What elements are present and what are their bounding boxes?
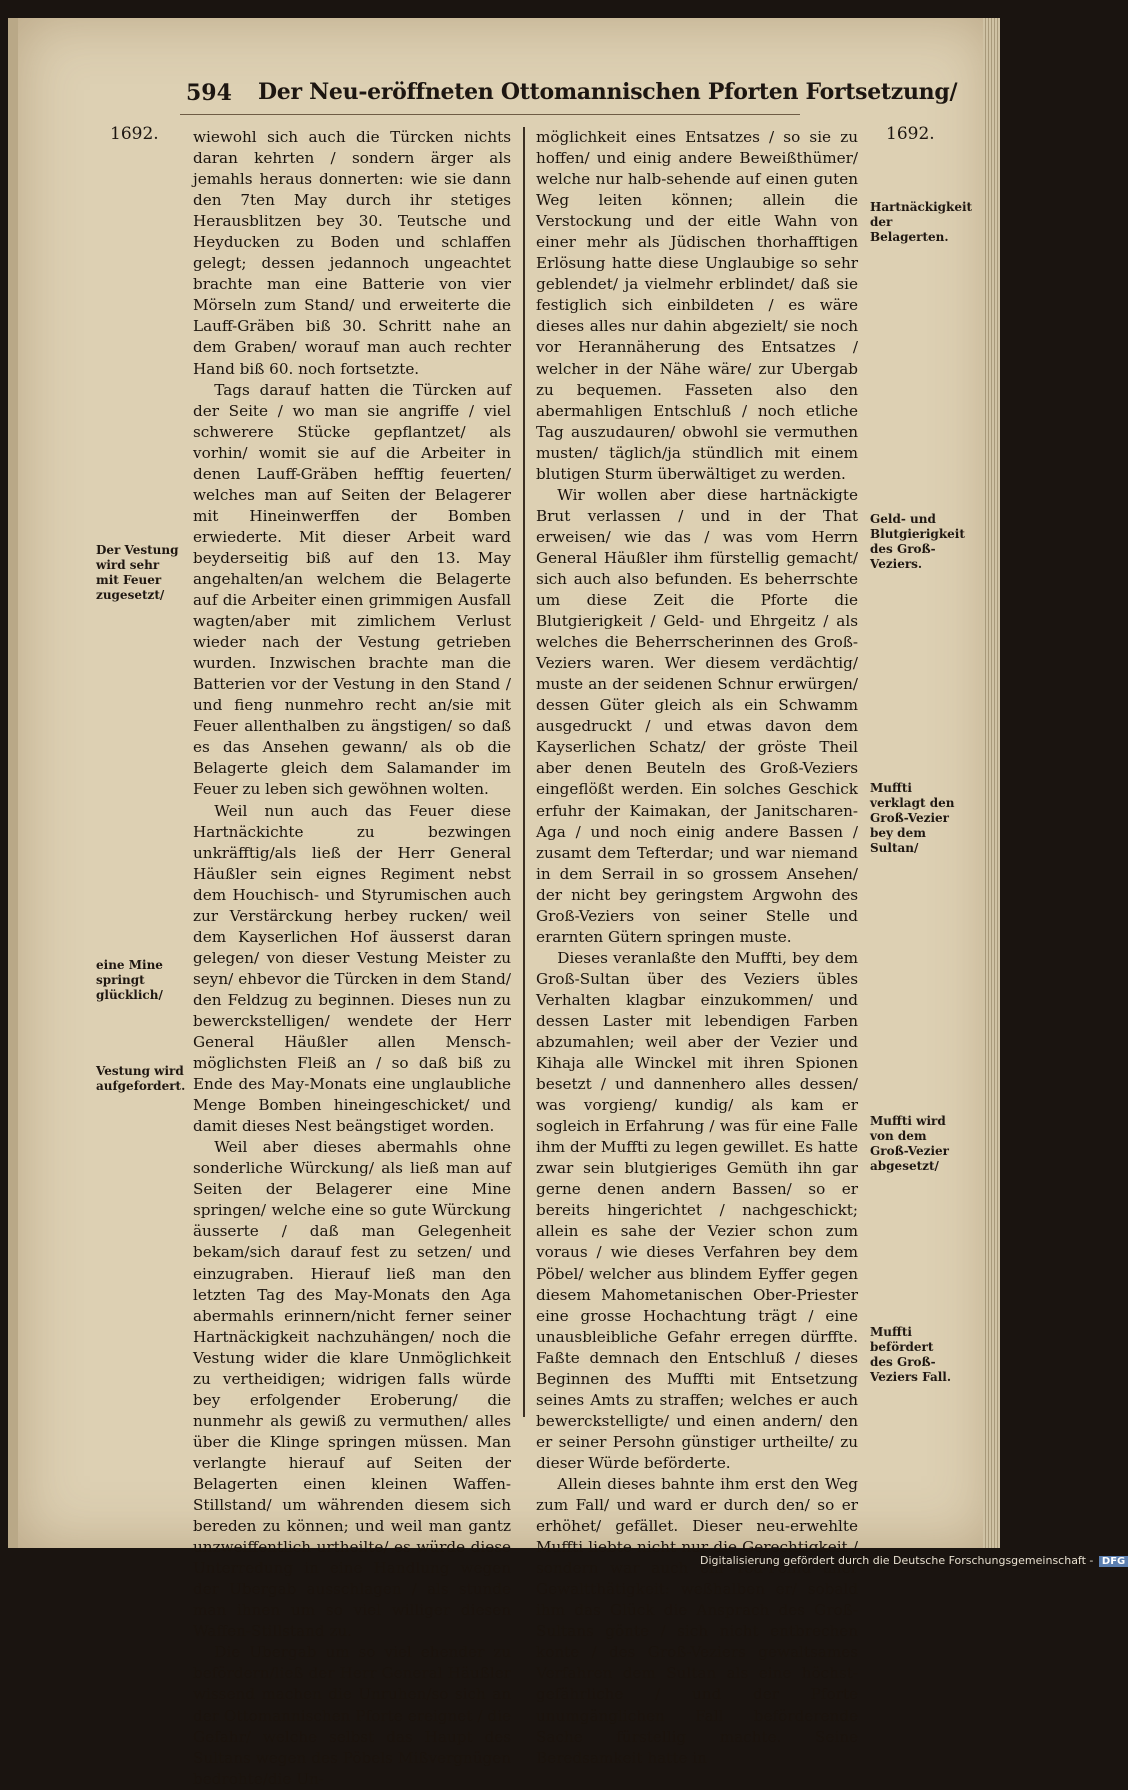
column-rule [523,127,525,1417]
paragraph: Wir wollen aber diese hartnäckigte Brut verlassen / und in der That erweisen/ wie das / was vom Herrn General Häußler ihm fürstellig gemacht/ sich auch also befunden. Es beherrschte um diese Zeit die Pforte die Blutgierigkeit / Geld- und Ehrgeitz / als welches die Beherrscherinnen des Groß-Veziers waren. Wer diesem verdächtig/ muste an der seidenen Schnur erwürgen/ dessen Güter gleich als ein Schwamm ausgedruckt / und etwas davon dem Kayserlichen Schatz/ der gröste Theil aber denen Beuteln des Groß-Veziers eingeflößt werden. Ein solches Geschick erfuhr der Kaimakan, der Janitscharen-Aga / und noch einig andere Bassen / zusamt dem Tefterdar; und war niemand in dem Serrail in so grossem Ansehen/ der nicht bey geringstem Argwohn des Groß-Veziers von seiner Stelle und erarnten Gütern springen muste. [536,485,858,946]
margin-note: Muffti wird von dem Groß-Vezier abgesetzt/ [870,1114,949,1173]
left-column [193,127,511,1790]
dfg-logo: DFG [1099,1556,1128,1567]
page-edges [983,18,1000,1548]
margin-note: Der Vestung wird sehr mit Feuer zugesetzt/ [96,543,179,602]
margin-note: Muffti verklagt den Groß-Vezier bey dem Sultan/ [870,781,955,855]
digitization-credit [700,1554,1128,1567]
paragraph: wiewohl sich auch die Türcken nichts daran kehrten / sondern ärger als jemahls heraus donnerten: wie sie dann den 7ten May durch ihr stetiges Herausblitzen bey 30. Teutsche und Heyducken zu Boden und schlaffen gelegt; dessen jedannoch ungeachtet brachte man eine Batterie von vier Mörseln zum Stand/ und erweiterte die Lauff-Gräben biß 30. Schritt nahe an dem Graben/ worauf man auch rechter Hand biß 60. noch fortsetzte. [193,128,511,378]
margin-note: Vestung wird aufgefordert. [96,1064,186,1093]
margin-note: Muffti befördert des Groß-Veziers Fall. [870,1325,952,1384]
paragraph: Weil nun auch das Feuer diese Hartnäckichte zu bezwingen unkräfftig/als ließ der Herr General Häußler sein eignes Regiment nebst dem Houchisch- und Styrumischen auch zur Verstärckung herbey rucken/ weil dem Kayserlichen Hof äusserst daran gelegen/ von dieser Vestung Meister zu seyn/ ehbevor die Türcken in dem Stand/ den Feldzug zu beginnen. Dieses nun zu bewerckstelligen/ wendete der Herr General Häußler allen Mensch-möglichsten Fleiß an / so daß biß zu Ende des May-Monats eine unglaubliche Menge Bomben hineingeschicket/ und damit dieses Nest beängstiget worden. [193,801,511,1136]
credit-text: Digitalisierung gefördert durch die Deutsche Forschungsgemeinschaft - [700,1554,1094,1567]
paragraph: Weil aber dieses abermahls ohne sonderliche Würckung/ als ließ man auf Seiten der Belagerer eine Mine springen/ welche eine so gute Würckung äusserte / daß man Gelegenheit bekam/sich darauf fest zu setzen/ und einzugraben. Hierauf ließ man den letzten Tag des May-Monats den Aga abermahls erinnern/nicht ferner seiner Hartnäckigkeit nachzuhängen/ noch die Vestung wider die klare Unmöglichkeit zu vertheidigen; widrigen falls würde bey erfolgender Eroberung/ die nunmehr als gewiß zu vermuthen/ alles über die Klinge springen müssen. Man verlangte hierauf auf Seiten der Belagerten einen kleinen Waffen-Stillstand/ um währenden diesem sich bereden zu können; und weil man gantz unzweiffentlich urtheilte/ es würde diese Unterredung in eine Handlung wegen der Ubergab ausschlagen / als stunde man ihnen um so viel williger diesen Waffen-Stillstand zu. [193,1138,511,1641]
paragraph: Die Ubergab um so viel ehender zu befördern/ließ der Herr General Häußler wissend machen die Unruhen/so sich an der Ottomannischen Pforte ereignet / die Gefahr/ welche selbst das Haupt des Sultans wegen des Pöbels Mißvergnügen bedrohte/die Un- [193,1643,511,1788]
running-title: Der Neu-eröffneten Ottomannischen Pforten Fortsetzung/ [258,79,958,105]
margin-note: Hartnäckigkeit der Belagerten. [870,200,973,244]
paragraph: Allein dieses bahnte ihm erst den Weg zum Fall/ und ward er durch den/ so er erhöhet/ gefället. Dieser neu-erwehlte Muffti liebte nicht nur die Gerechtigkeit / sondern war auch ein Tod-Feind aller Gewaltthätigkeit: weßhalben er/ sobald ihm das Glück die Ansprach des Groß-Sultans gönte / sich nicht entbrechen konte / des Groß-Veziers gewaltsames Verfahren dem Sultan als eine höchst-gefährliche / und der Pforte unumgänglichen Fall beförderende Sache fürstellig machte. Seine Beredsamkeit hatte in [536,1475,858,1767]
margin-note: eine Mine springt glücklich/ [96,958,163,1002]
page-header [180,74,958,115]
right-column [536,127,858,1769]
year-left: 1692. [110,124,159,144]
margin-note: Geld- und Blutgierigkeit des Groß-Veziers. [870,512,965,571]
paragraph: Tags darauf hatten die Türcken auf der Seite / wo man sie angriffe / viel schwerere Stücke gepflantzet/ als vorhin/ womit sie auf die Arbeiter in denen Lauff-Gräben hefftig feuerten/ welches man auf Seiten der Belagerer mit Hineinwerffen der Bomben erwiederte. Mit dieser Arbeit ward beyderseitig biß auf den 13. May angehalten/an welchem die Belagerte auf die Arbeiter einen grimmigen Ausfall wagten/aber mit zimlichem Verlust wieder nach der Vestung getrieben wurden. Inzwischen brachte man die Batterien vor der Vestung in den Stand / und fieng nunmehro recht an/sie mit Feuer allenthalben zu ängstigen/ so daß es das Ansehen gewann/ als ob die Belagerte gleich dem Salamander im Feuer zu leben sich gewöhnen wolten. [193,380,511,799]
paragraph: Dieses veranlaßte den Muffti, bey dem Groß-Sultan über des Veziers übles Verhalten klagbar einzukommen/ und dessen Laster mit lebendigen Farben abzumahlen; weil aber der Vezier und Kihaja alle Winckel mit ihren Spionen besetzt / und dannenhero alles dessen/ was vorgieng/ kundig/ als kam er sogleich in Erfahrung / was für eine Falle ihm der Muffti zu legen gewillet. Es hatte zwar sein blutgieriges Gemüth ihn gar gerne denen andern Bassen/ so er bereits hingerichtet / nachgeschickt; allein es sahe der Vezier schon zum voraus / wie dieses Verfahren bey dem Pöbel/ welcher aus blindem Eyffer gegen diesem Mahometanischen Ober-Priester eine grosse Hochachtung trägt / eine unausbleibliche Gefahr erregen dürffte. Faßte demnach den Entschluß / dieses Beginnen des Muffti mit Entsetzung seines Amts zu straffen; welches er auch bewerckstelligte/ und einen andern/ den er seiner Persohn günstiger urtheilte/ zu dieser Würde beförderte. [536,948,858,1472]
page-number: 594 [186,80,232,106]
year-right: 1692. [886,124,935,144]
paragraph: möglichkeit eines Entsatzes / so sie zu hoffen/ und einig andere Beweißthümer/ welche nur halb-sehende auf einen guten Weg leiten können; allein die Verstockung und der eitle Wahn von einer mehr als Jüdischen thorhafftigen Erlösung hatte diese Unglaubige so sehr geblendet/ ja vielmehr erblindet/ daß sie festiglich sich einbildeten / es wäre dieses alles nur dahin abgezielt/ sie noch vor Herannäherung des Entsatzes / welcher in der Nähe wäre/ zur Ubergab zu bequemen. Fasseten also den abermahligen Entschluß / noch etliche Tag auszudauren/ obwohl sie vermuthen musten/ täglich/ja stündlich mit einem blutigen Sturm überwältiget zu werden. [536,128,858,483]
